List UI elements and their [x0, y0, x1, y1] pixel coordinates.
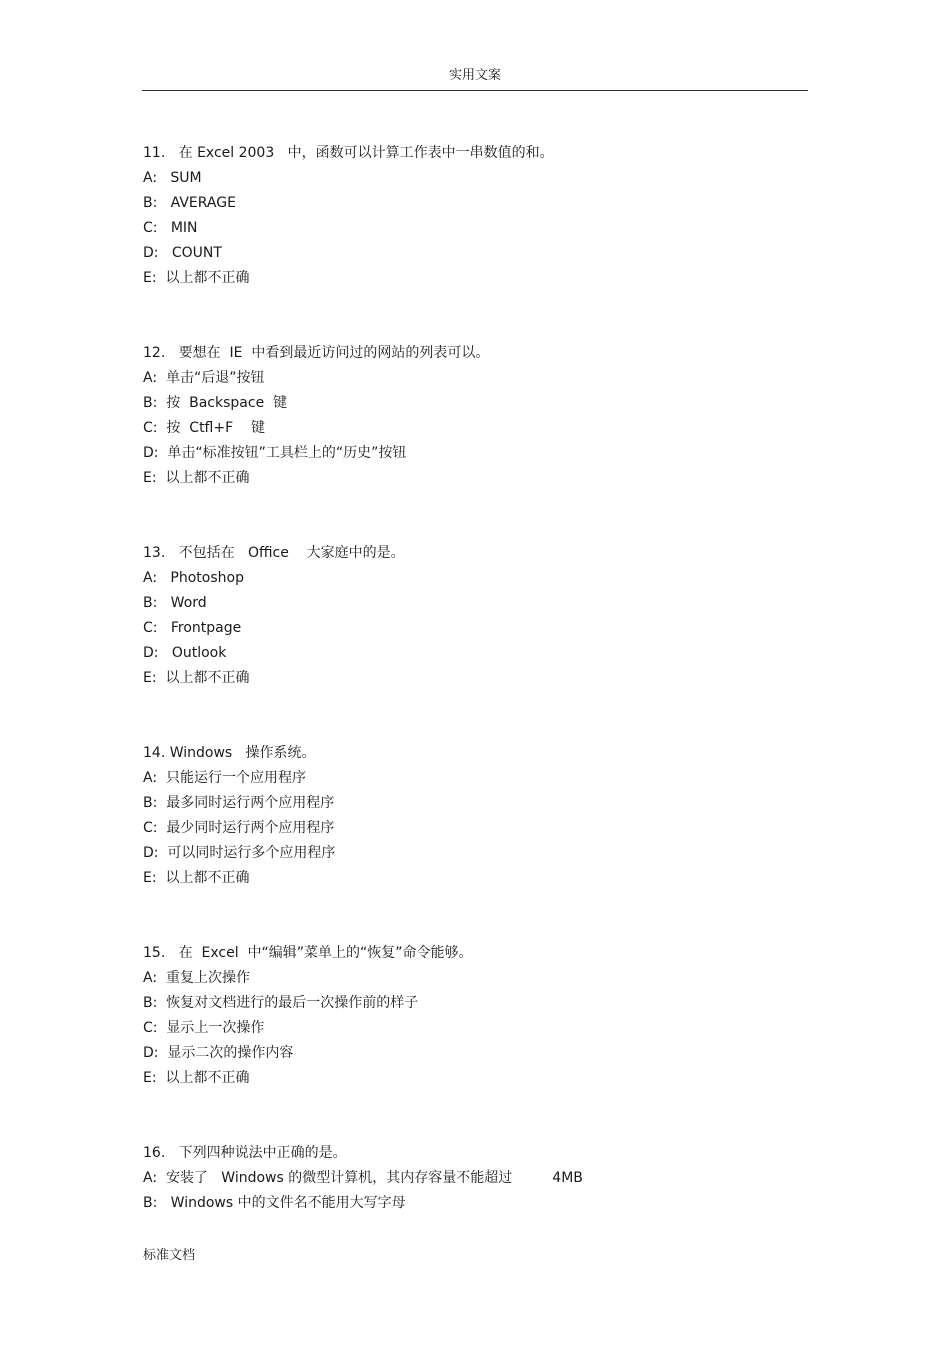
footer-text: 标准文档	[143, 1248, 196, 1263]
option-c: C: Frontpage	[143, 620, 242, 636]
option-d: D: 可以同时运行多个应用程序	[143, 845, 336, 861]
question-stem: 14. Windows 操作系统。	[143, 745, 316, 761]
option-b: B: 按 Backspace 键	[143, 395, 288, 411]
question-11	[143, 141, 803, 291]
option-d: D: 显示二次的操作内容	[143, 1045, 294, 1061]
question-stem: 12. 要想在 IE 中看到最近访问过的网站的列表可以。	[143, 345, 490, 361]
question-stem: 15. 在 Excel 中“编辑”菜单上的“恢复”命令能够。	[143, 945, 473, 961]
header-title: 实用文案	[448, 68, 501, 83]
option-b: B: Word	[143, 595, 207, 611]
page-header	[142, 66, 808, 91]
option-c: C: 按 Ctfl+F 键	[143, 420, 265, 436]
option-b: B: Windows 中的文件名不能用大写字母	[143, 1195, 406, 1211]
option-e: E: 以上都不正确	[143, 870, 250, 886]
question-stem: 16. 下列四种说法中正确的是。	[143, 1145, 347, 1161]
option-d: D: Outlook	[143, 645, 227, 661]
option-a: A: 重复上次操作	[143, 970, 250, 986]
option-a: A: 单击“后退”按钮	[143, 370, 265, 386]
option-e: E: 以上都不正确	[143, 670, 250, 686]
question-list	[143, 141, 803, 1266]
question-15	[143, 941, 803, 1091]
option-c: C: 最少同时运行两个应用程序	[143, 820, 335, 836]
page-footer	[143, 1246, 195, 1266]
question-14	[143, 741, 803, 891]
option-d: D: 单击“标准按钮”工具栏上的“历史”按钮	[143, 445, 407, 461]
option-b: B: 最多同时运行两个应用程序	[143, 795, 335, 811]
question-stem: 13. 不包括在 Office 大家庭中的是。	[143, 545, 405, 561]
option-a: A: SUM	[143, 170, 202, 186]
option-a: A: Photoshop	[143, 570, 244, 586]
option-b: B: 恢复对文档进行的最后一次操作前的样子	[143, 995, 419, 1011]
option-a: A: 安装了 Windows 的微型计算机，其内存容量不能超过 4MB	[143, 1170, 583, 1186]
option-d: D: COUNT	[143, 245, 222, 261]
option-e: E: 以上都不正确	[143, 470, 250, 486]
question-13	[143, 541, 803, 691]
option-b: B: AVERAGE	[143, 195, 236, 211]
question-stem: 11. 在 Excel 2003 中，函数可以计算工作表中一串数值的和。	[143, 145, 554, 161]
question-16	[143, 1141, 803, 1216]
option-c: C: MIN	[143, 220, 198, 236]
option-a: A: 只能运行一个应用程序	[143, 770, 306, 786]
option-c: C: 显示上一次操作	[143, 1020, 265, 1036]
question-12	[143, 341, 803, 491]
option-e: E: 以上都不正确	[143, 1070, 250, 1086]
option-e: E: 以上都不正确	[143, 270, 250, 286]
